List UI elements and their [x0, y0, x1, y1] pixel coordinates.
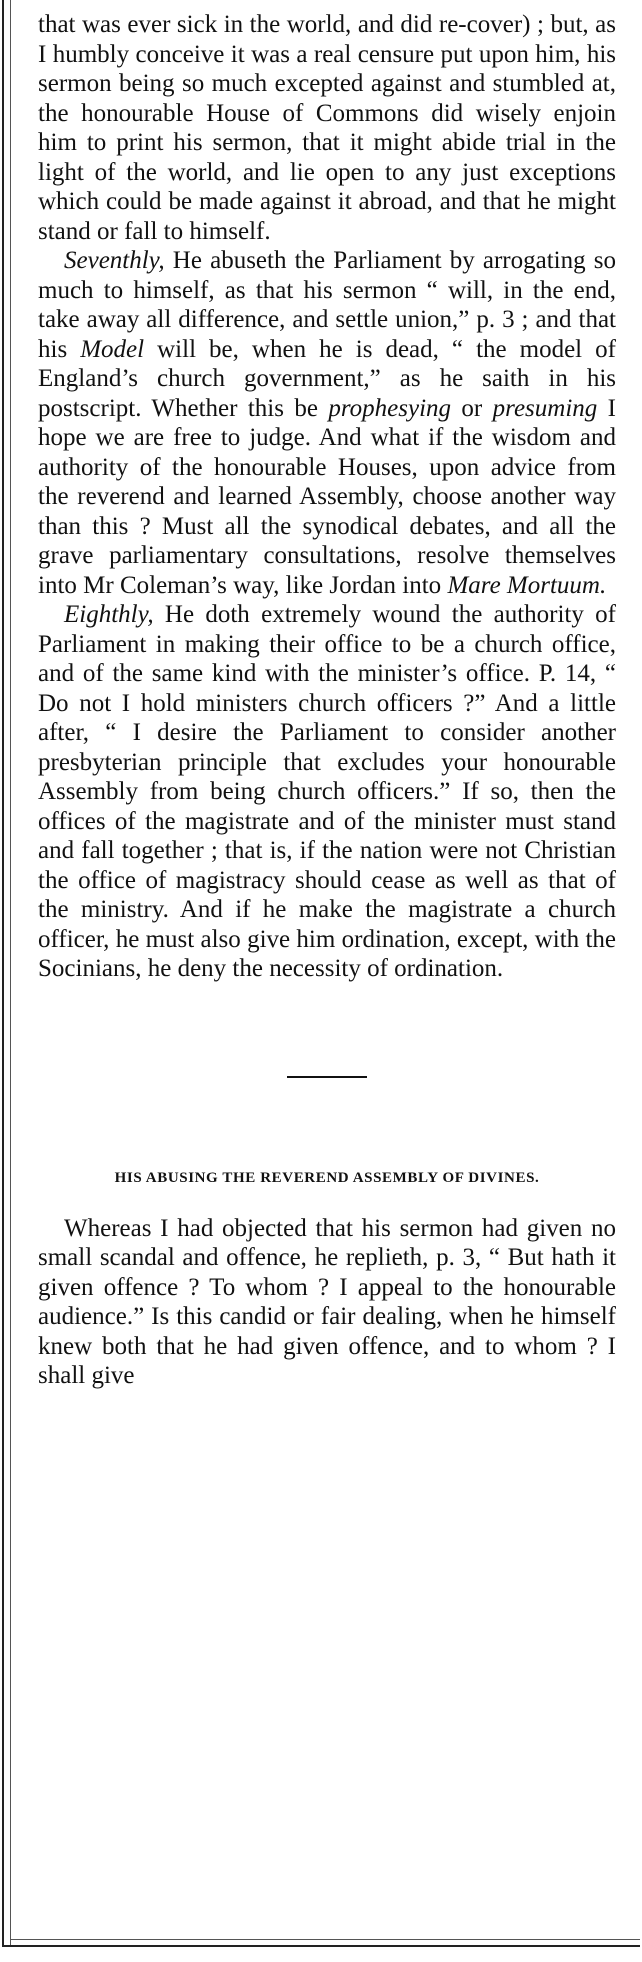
text-segment: will be, when he is dead, “ the model of England’s church government,” as he saith in his postscript. Whether this be: [38, 335, 616, 422]
text-segment: I hope we are free to judge. And what if the wisdom and authority of the honourable Houses, upon advice from the reverend and learned Assembly, choose another way than this ? Must all the synodical debates, and all the grave parliamentary consultations, resolve themselves into Mr Coleman’s way, like Jordan into: [38, 394, 616, 599]
text-segment: or: [451, 394, 493, 422]
page-text: [38, 10, 616, 1391]
paragraph-lead-word: Seventhly,: [64, 247, 165, 274]
paragraph-continuation: [38, 10, 616, 246]
text-segment: He doth extremely wound the authority of Parliament in making their office to be a church office, and of the same kind with the minister’s office. P. 14, “ Do not I hold ministers church officers ?” And a little after, “ I desire the Parliament to consider another presbyterian principle that excludes your honourable Assembly from being church officers.” If so, then the offices of the magistrate and of the minister must stand and fall together ; that is, if the nation were not Christian the office of magistracy should cease as well as that of the ministry. And if he make the magistrate a church officer, he must also give him ordination, except, with the Socinians, he deny the necessity of ordination.: [38, 601, 616, 982]
paragraph-whereas: Whereas I had objected that his sermon had given no small scandal and offence, he replieth, p. 3, “ But hath it given offence ? To whom ? I appeal to the honourable audience.” Is this candid or fair dealing, when he himself knew both that he had given offence, and to whom ? I shall give: [38, 1214, 616, 1389]
left-border-outer-rule: [2, 0, 4, 1945]
paragraph-eighthly: [38, 600, 616, 984]
text-segment: that was ever sick in the world, and did re-cover) ; but, as I humbly conceive it was a real censure put upon him, his sermon being so much excepted against and stumbled at, the honourable House of Commons did wisely enjoin him to print his sermon, that it might abide trial in the light of the world, and lie open to any just exceptions which could be made against it abroad, and that he might stand or fall to himself.: [38, 11, 616, 245]
bottom-border-outer-rule: [2, 1945, 640, 1947]
paragraph-lead-word: Eighthly,: [64, 601, 154, 628]
left-border-inner-rule: [10, 0, 11, 1945]
italic-text-segment: Model: [80, 335, 145, 363]
paragraph-seventhly: [38, 246, 616, 600]
italic-text-segment: prophesying: [328, 394, 452, 422]
text-segment: He abuseth the Parliament by arrogating so much to himself, as that his sermon “ will, in the end, take away all difference, and settle union,” p. 3 ; and that his: [38, 247, 616, 363]
italic-text-segment: presuming: [492, 394, 598, 422]
italic-text-segment: Mare Mortuum.: [447, 571, 607, 599]
section-divider-rule: [287, 1076, 367, 1078]
bottom-border-inner-rule: [10, 1939, 640, 1940]
section-heading: HIS ABUSING THE REVEREND ASSEMBLY OF DIVINES.: [114, 1169, 540, 1186]
